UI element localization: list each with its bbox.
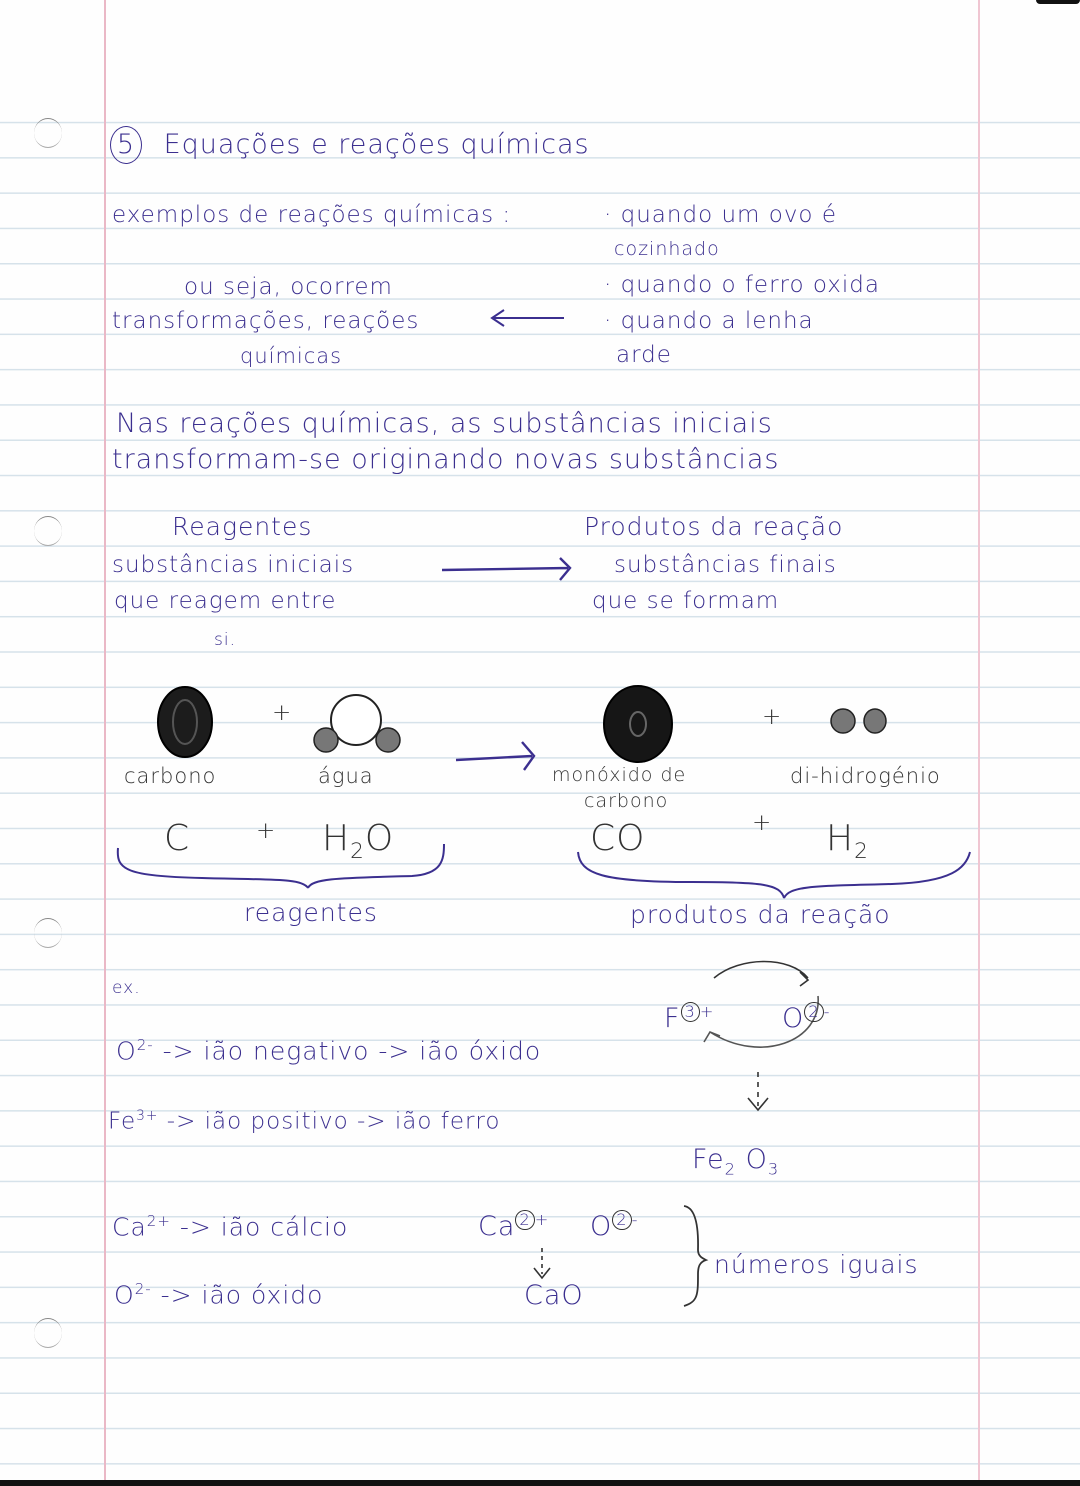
reagentes-line: substâncias iniciais (112, 552, 355, 578)
conclusion-line: ou seja, ocorrem (184, 274, 393, 300)
calcium-ion: Ca $^{2 +}$ (478, 1210, 550, 1242)
dashed-arrow-down-icon (528, 1246, 558, 1282)
reagentes-heading: Reagentes (172, 512, 313, 541)
plus-sign: + (762, 704, 783, 730)
example-bullet-cont: cozinhado (614, 238, 720, 260)
equation-h2o: $H_2O$ (322, 818, 395, 865)
example-bullet: · quando um ovo é (604, 202, 837, 228)
conclusion-line: transformações, reações (112, 308, 420, 334)
punch-hole (34, 118, 62, 148)
brace-label-reagentes: reagentes (244, 898, 378, 927)
equation-co: CO (590, 818, 646, 859)
right-brace-icon (680, 1204, 710, 1308)
examples-label: exemplos de reações químicas : (112, 202, 512, 228)
left-margin-line (104, 0, 106, 1480)
example-bullet: · quando o ferro oxida (604, 272, 880, 298)
produtos-heading: Produtos da reação (584, 512, 844, 541)
example-label: ex. (112, 978, 141, 998)
title-text: Equações e reações químicas (163, 129, 590, 160)
section-title (110, 126, 590, 164)
equation-h2: $H_2$ (826, 818, 869, 865)
oxide-ion: O $^{2 -}$ (782, 1002, 831, 1034)
conclusion-line: químicas (240, 344, 343, 368)
molecule-label: monóxido de (552, 764, 687, 786)
example-bullet-cont: arde (616, 342, 672, 368)
ion-line: $Fe^{3+}$ -> ião positivo -> ião ferro (108, 1108, 501, 1135)
produtos-brace-icon (572, 848, 976, 904)
equation-plus: + (256, 818, 277, 844)
punch-hole (34, 516, 62, 546)
iron-ion: F $^{3 +}$ (664, 1002, 715, 1034)
equal-numbers-note: números iguais (714, 1250, 919, 1279)
equation-c: C (164, 818, 191, 859)
equation-plus: + (752, 810, 773, 836)
water-molecule-icon (310, 690, 410, 760)
molecule-label: carbono (584, 790, 669, 812)
reagentes-line: si. (214, 630, 236, 650)
ion-line: $O^{2-}$ -> ião óxido (114, 1280, 324, 1310)
plus-sign: + (272, 700, 293, 726)
arrow-left-icon (488, 308, 568, 328)
statement-line: Nas reações químicas, as substâncias iniciais (116, 408, 773, 439)
section-number: 5 (110, 126, 142, 164)
oxide-ion: O $^{2 -}$ (590, 1210, 639, 1242)
reaction-arrow-icon (454, 738, 544, 774)
reagentes-brace-icon (112, 840, 452, 890)
punch-hole (34, 918, 62, 948)
dashed-arrow-down-icon (744, 1070, 774, 1116)
ion-line: $Ca^{2+}$ -> ião cálcio (112, 1212, 349, 1242)
produtos-line: que se formam (592, 588, 780, 614)
produtos-line: substâncias finais (614, 552, 837, 578)
arrow-right-icon (440, 556, 580, 582)
scan-bottom-edge (0, 1480, 1080, 1486)
right-margin-line (978, 0, 980, 1480)
reagentes-line: que reagem entre (114, 588, 337, 614)
molecule-label: água (318, 764, 374, 788)
molecule-label: carbono (124, 764, 217, 788)
dihydrogen-molecule-icon (828, 706, 898, 736)
molecule-label: di-hidrogénio (790, 764, 941, 788)
calcium-oxide-formula: CaO (524, 1280, 584, 1311)
ion-line: $O^{2-}$ -> ião negativo -> ião óxido (116, 1036, 542, 1066)
page-top-margin (0, 0, 1080, 118)
carbon-monoxide-molecule-icon (600, 684, 680, 764)
brace-label-produtos: produtos da reação (630, 900, 891, 929)
carbon-atom-icon (150, 684, 220, 760)
iron-oxide-formula: $Fe_2$ $O_3$ (692, 1144, 780, 1179)
statement-line: transformam-se originando novas substâncias (112, 444, 780, 475)
scan-edge (1036, 0, 1080, 4)
punch-hole (34, 1318, 62, 1348)
example-bullet: · quando a lenha (604, 308, 814, 334)
